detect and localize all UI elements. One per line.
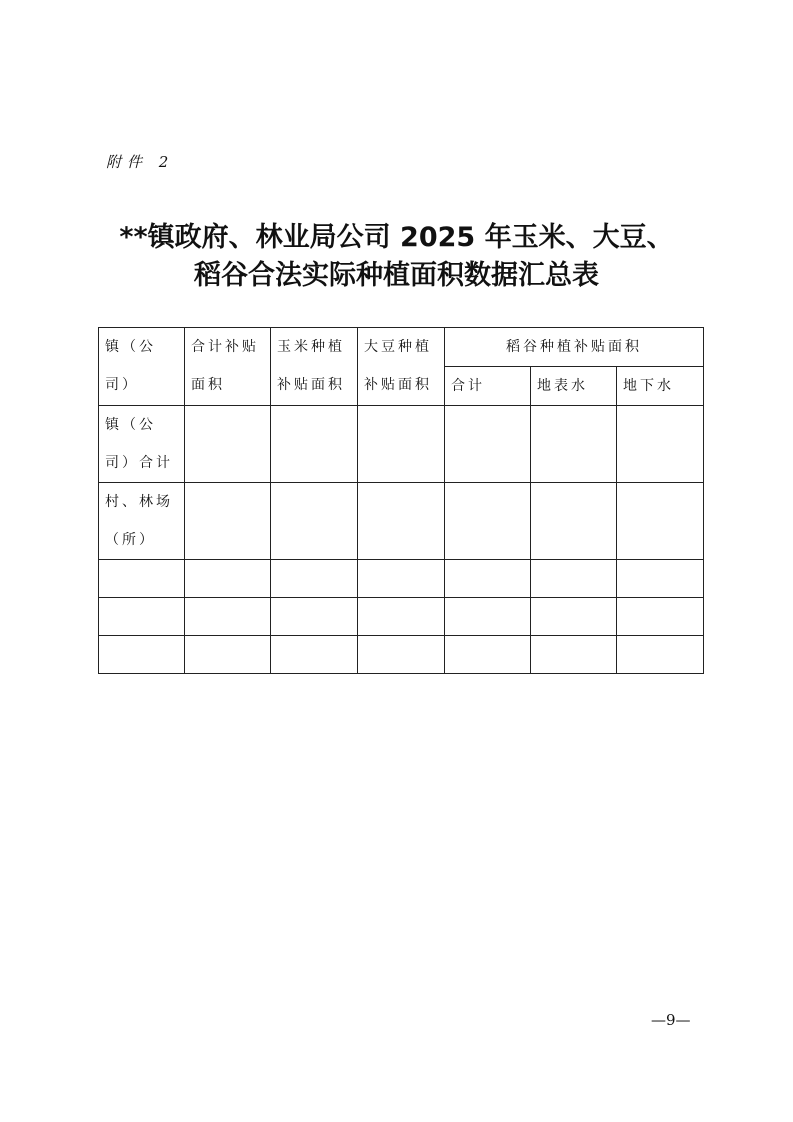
table-cell: [445, 598, 531, 636]
table-cell: [617, 406, 704, 483]
table-cell: [185, 560, 271, 598]
row-label: [99, 598, 185, 636]
header-surface-water: 地表水: [531, 367, 617, 406]
table-cell: [358, 598, 445, 636]
table-cell: [531, 483, 617, 560]
table-cell: [531, 636, 617, 674]
table-cell: [185, 598, 271, 636]
table-header-row: [99, 328, 704, 367]
header-town-company: 镇（公司）: [99, 328, 185, 406]
table-cell: [185, 406, 271, 483]
table-cell: [445, 483, 531, 560]
table-cell: [617, 636, 704, 674]
header-total-subsidy-area: 合计补贴面积: [185, 328, 271, 406]
table-row: [99, 560, 704, 598]
table-cell: [531, 560, 617, 598]
document-title-line-2: 稻谷合法实际种植面积数据汇总表: [194, 260, 599, 291]
table-row: [99, 598, 704, 636]
header-rice-area-group: 稻谷种植补贴面积: [445, 328, 704, 367]
table-row: [99, 406, 704, 483]
page-number: —9—: [651, 1011, 691, 1029]
table-cell: [271, 636, 358, 674]
header-corn-area: 玉米种植补贴面积: [271, 328, 358, 406]
planting-area-summary-table: [98, 327, 704, 674]
table-cell: [358, 636, 445, 674]
table-cell: [531, 406, 617, 483]
row-label: [99, 636, 185, 674]
table-cell: [617, 598, 704, 636]
row-label: 镇（公司）合计: [99, 406, 185, 483]
table-cell: [358, 406, 445, 483]
header-soybean-area: 大豆种植补贴面积: [358, 328, 445, 406]
table-cell: [271, 406, 358, 483]
table-cell: [445, 560, 531, 598]
table-cell: [358, 483, 445, 560]
row-label: [99, 560, 185, 598]
table-row: [99, 483, 704, 560]
document-title-line-1: **镇政府、林业局公司 2025 年玉米、大豆、: [119, 222, 674, 253]
table-cell: [185, 636, 271, 674]
table-cell: [358, 560, 445, 598]
table-cell: [531, 598, 617, 636]
header-rice-total: 合计: [445, 367, 531, 406]
header-ground-water: 地下水: [617, 367, 704, 406]
attachment-label: 附件 2: [106, 153, 175, 171]
table-cell: [271, 598, 358, 636]
table-cell: [445, 636, 531, 674]
table-cell: [185, 483, 271, 560]
table-cell: [617, 483, 704, 560]
table-cell: [271, 560, 358, 598]
table-cell: [617, 560, 704, 598]
row-label: 村、林场（所）: [99, 483, 185, 560]
table-cell: [271, 483, 358, 560]
table-row: [99, 636, 704, 674]
table-cell: [445, 406, 531, 483]
